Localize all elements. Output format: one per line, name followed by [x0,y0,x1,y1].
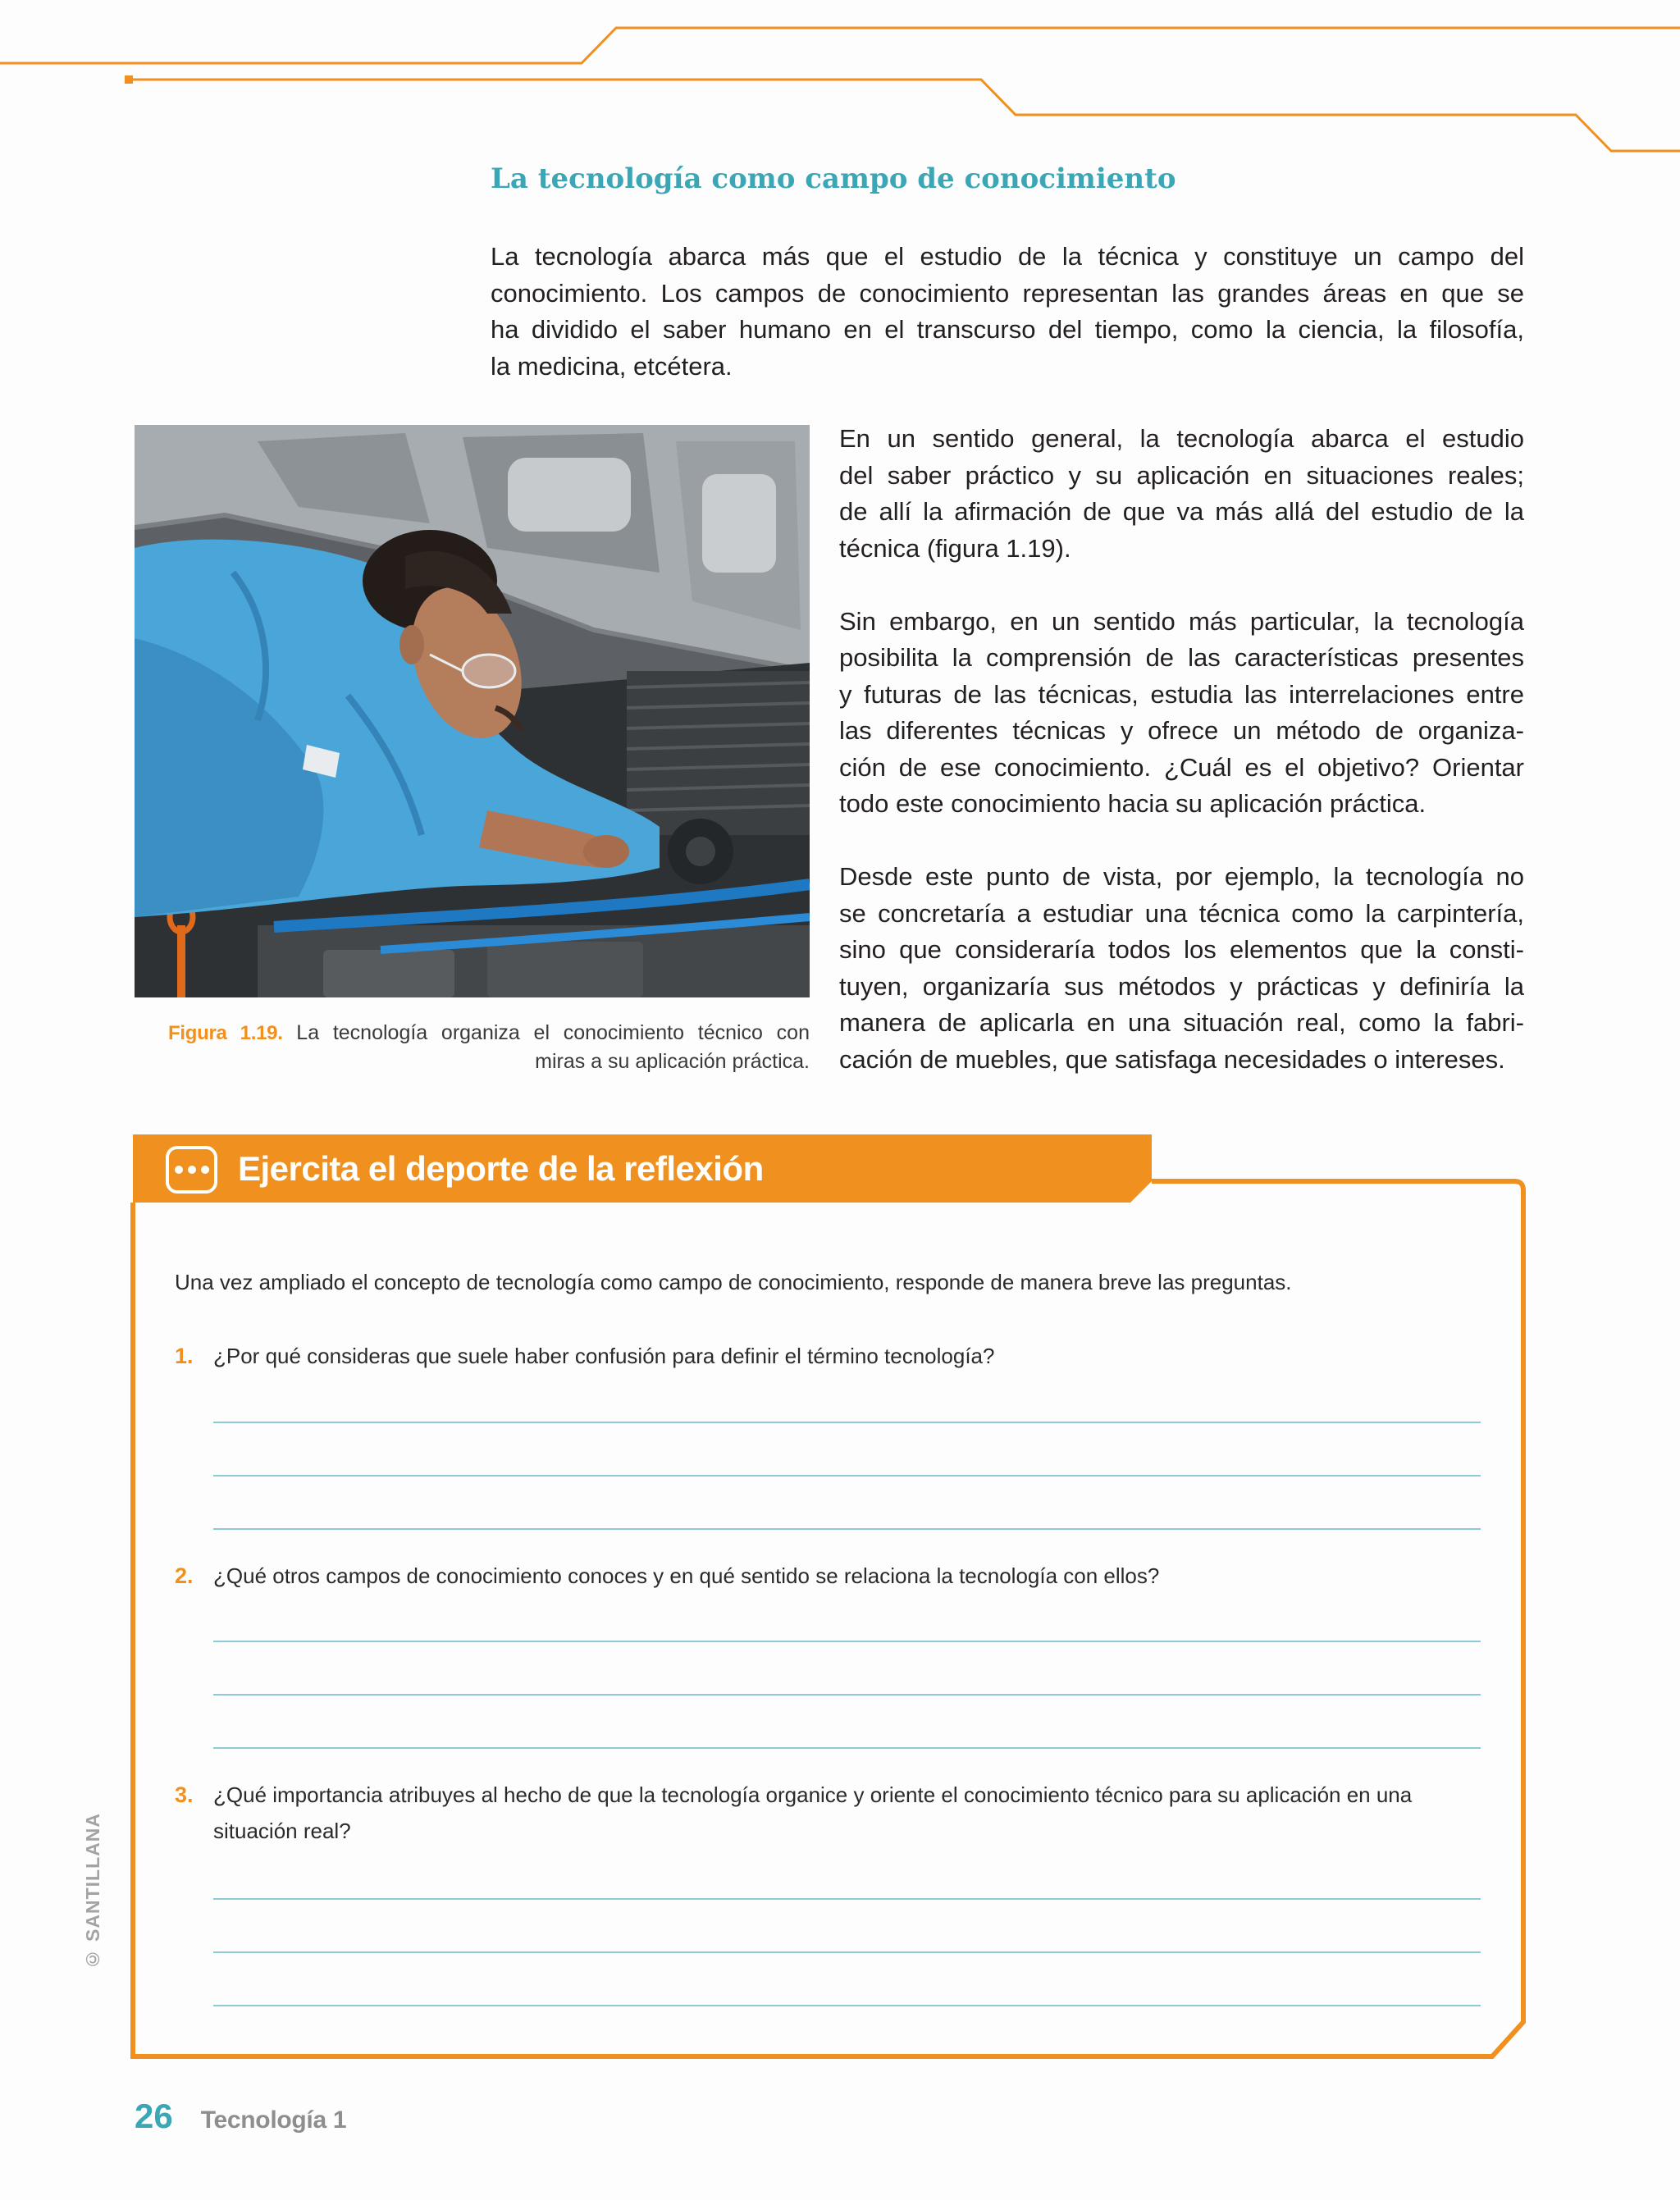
exercise-frame [0,1124,1680,2075]
paragraph [839,859,1524,1078]
copyright-notice: © SANTILLANA [82,1813,103,1970]
question-number: 2. [175,1563,194,1588]
text-line: del saber práctico y su aplicación en situaciones reales; [839,460,1524,490]
intro-paragraph [491,239,1524,422]
text-line: Sin embargo, en un sentido más particular, la tecnología [839,606,1524,636]
text-line: La tecnología abarca más que el estudio de la técnica y constituye un campo del [491,242,1524,271]
question-line: ¿Por qué consideras que suele haber confusión para definir el término tecnología? [213,1344,995,1368]
text-line: En un sentido general, la tecnología abarca el estudio [839,424,1524,453]
answer-line [213,1641,1481,1642]
book-title: Tecnología 1 [200,2106,347,2134]
text-line: cación de muebles, que satisfaga necesidades o intereses. [839,1044,1505,1074]
page-footer [135,2097,346,2136]
answer-line [213,1475,1481,1477]
text-line: se concretaría a estudiar una técnica como la carpintería, [839,898,1524,928]
text-line: ha dividido el saber humano en el transcurso del tiempo, como la ciencia, la filosofía, [491,315,1524,344]
question-text [213,1777,1493,1849]
figure-caption [168,1019,810,1075]
question-number: 3. [175,1782,194,1807]
text-line: conocimiento. Los campos de conocimiento representan las grandes áreas en que se [491,278,1524,308]
question-line: ¿Qué importancia atribuyes al hecho de que la tecnología organice y oriente el conocimiento técnico para su aplicación en una [213,1782,1413,1807]
dot [175,1166,183,1174]
exercise-border [133,1181,1523,2056]
decoration-line-bottom [131,80,1680,151]
answer-line [213,1898,1481,1900]
text-line: tuyen, organizaría sus métodos y prácticas y definiría la [839,971,1524,1001]
dot [188,1166,196,1174]
answer-line [213,1422,1481,1423]
question-line: situación real? [213,1819,351,1843]
answer-line [213,1951,1481,1953]
caption-line [168,1019,810,1048]
exercise-instructions: Una vez ampliado el concepto de tecnología como campo de conocimiento, responde de manera breve las preguntas. [175,1270,1292,1294]
caption-text: La tecnología organiza el conocimiento técnico con [296,1021,810,1044]
answer-line [213,1528,1481,1530]
exercise-title: Ejercita el deporte de la reflexión [238,1149,764,1188]
figure-label: Figura 1.19. [168,1022,283,1044]
dot [201,1166,209,1174]
text-line: todo este conocimiento hacia su aplicación práctica. [839,789,1427,818]
text-line: manera de aplicarla en una situación real, como la fabri- [839,1008,1524,1037]
paragraph [491,239,1524,385]
text-line: sino que consideraría todos los elementos que la consti- [839,935,1524,964]
figure-photo [135,425,810,997]
question-text [213,1561,1493,1591]
answer-line [213,1694,1481,1696]
text-line: y futuras de las técnicas, estudia las interrelaciones entre [839,679,1524,709]
decoration-line-top [0,28,1680,63]
paragraph [839,421,1524,567]
page-number: 26 [135,2097,173,2135]
text-line: de allí la afirmación de que va más allá del estudio de la [839,497,1524,526]
caption-line: miras a su aplicación práctica. [535,1050,810,1073]
question-text [213,1341,1493,1371]
section-title: La tecnología como campo de conocimiento [491,162,1176,195]
paragraph [839,604,1524,823]
answer-line [213,1747,1481,1749]
text-line: técnica (figura 1.19). [839,533,1071,563]
ellipsis-icon [166,1146,217,1194]
question-number: 1. [175,1344,194,1368]
answer-line [213,2005,1481,2006]
article-body [839,421,1524,1115]
text-line: la medicina, etcétera. [491,351,733,381]
text-line: Desde este punto de vista, por ejemplo, la tecnología no [839,862,1524,891]
text-line: ción de ese conocimiento. ¿Cuál es el objetivo? Orientar [839,752,1524,782]
text-line: posibilita la comprensión de las características presentes [839,643,1524,672]
text-line: las diferentes técnicas y ofrece un método de organiza- [839,716,1524,745]
question-line: ¿Qué otros campos de conocimiento conoces y en qué sentido se relaciona la tecnología con ellos? [213,1563,1160,1588]
header-decoration-lines [0,0,1680,164]
